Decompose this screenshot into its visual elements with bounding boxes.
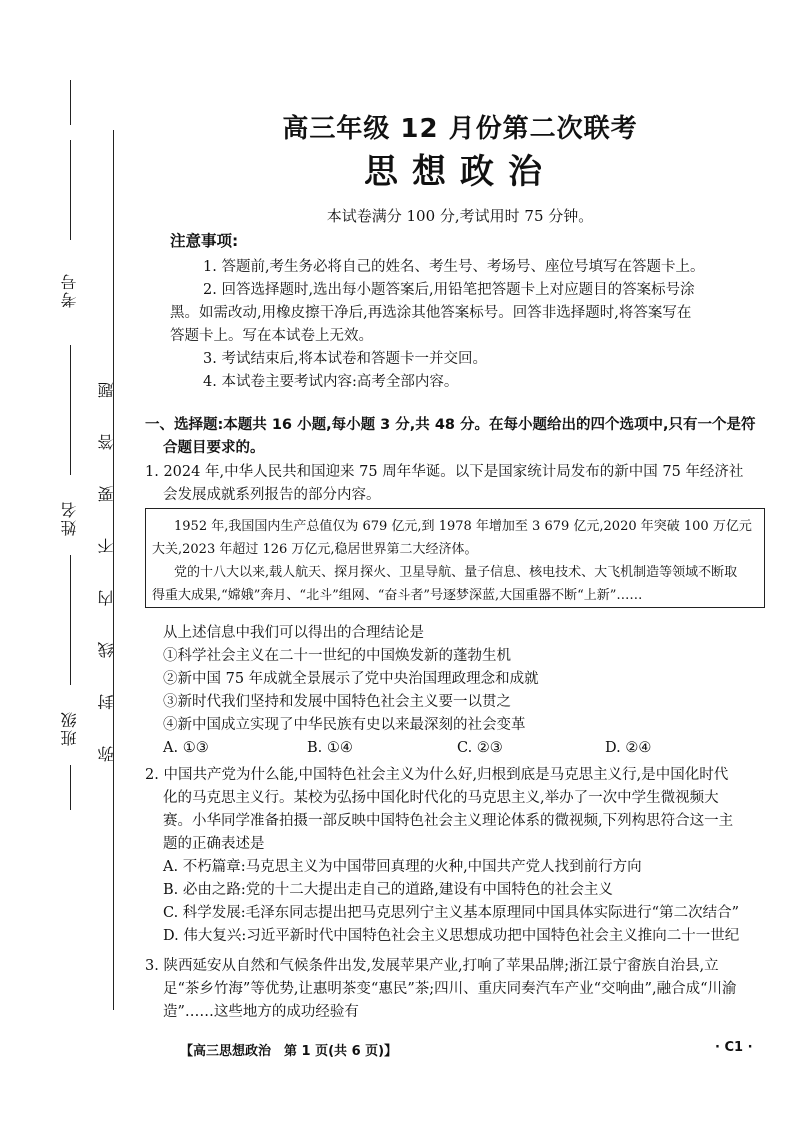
exam-no-label: 考号 [60,272,79,308]
q3-stem: 造”……这些地方的成功经验有 [163,1004,359,1020]
q1-material-box [145,508,765,608]
section-heading: 一、选择题:本题共 16 小题,每小题 3 分,共 48 分。在每小题给出的四个选项中,只有一个是符 [145,417,756,433]
page-footer: 【高三思想政治 第 1 页(共 6 页)】 [180,1044,398,1059]
notes-line: 2. 回答选择题时,选出每小题答案后,用铅笔把答题卡上对应题目的答案标号涂 [203,282,695,298]
box-line: 党的十八大以来,载人航天、探月探火、卫星导航、量子信息、核电技术、大飞机制造等领域不断取 [174,565,738,580]
seal-char: 不 [97,536,116,554]
binding-line [70,140,71,240]
exam-info: 本试卷满分 100 分,考试用时 75 分钟。 [326,207,594,225]
section-heading-cont: 合题目要求的。 [163,440,265,456]
q1-stem: 1. 2024 年,中华人民共和国迎来 75 周年华诞。以下是国家统计局发布的新中国 75 年经济社 [145,464,744,480]
q1-option-a: A. ①③ [163,740,209,756]
q1-item: ③新时代我们坚持和发展中国特色社会主义要一以贯之 [163,694,511,710]
notes-line: 1. 答题前,考生务必将自己的姓名、考生号、考场号、座位号填写在答题卡上。 [203,259,705,275]
class-label: 班级 [60,710,79,746]
q1-option-c: C. ②③ [457,740,503,756]
box-line: 大关,2023 年超过 126 万亿元,稳居世界第二大经济体。 [152,542,478,557]
paper-code: · C1 · [715,1040,753,1055]
q3-stem: 足“茶乡竹海”等优势,让惠明茶变“惠民”茶;四川、重庆同奏汽车产业“交响曲”,融合成“川渝 [163,981,737,997]
seal-line [113,130,114,1010]
binding-line [70,765,71,810]
binding-line [70,555,71,685]
q1-item: ①科学社会主义在二十一世纪的中国焕发新的蓬勃生机 [163,648,511,664]
box-line: 1952 年,我国国内生产总值仅为 679 亿元,到 1978 年增加至 3 679 亿元,2020 年突破 100 万亿元 [174,519,752,534]
seal-char: 封 [97,692,116,710]
subject-title: 思想政治 [364,152,556,192]
seal-char: 内 [97,588,116,606]
q1-option-d: D. ②④ [605,740,652,756]
q2-option-c: C. 科学发展:毛泽东同志提出把马克思列宁主义基本原理同中国具体实际进行“第二次结合” [163,905,740,921]
q2-stem: 化的马克思主义行。某校为弘扬中国化时代化的马克思主义,举办了一次中学生微视频大 [163,790,719,806]
box-line: 得重大成果,“嫦娥”奔月、“北斗”组网、“奋斗者”号逐梦深蓝,大国重器不断“上新”…… [152,588,643,603]
q2-stem: 2. 中国共产党为什么能,中国特色社会主义为什么好,归根到底是马克思主义行,是中国化时代 [145,767,729,783]
exam-title: 高三年级 12 月份第二次联考 [282,114,638,144]
seal-char: 要 [97,484,116,502]
q1-item: ②新中国 75 年成就全景展示了党中央治国理政理念和成就 [163,671,539,687]
seal-char: 弥 [97,744,116,762]
q3-stem: 3. 陕西延安从自然和气候条件出发,发展苹果产业,打响了苹果品牌;浙江景宁畲族自治县,立 [145,958,719,974]
q2-option-d: D. 伟大复兴:习近平新时代中国特色社会主义思想成功把中国特色社会主义推向二十一世纪 [163,928,740,944]
seal-char: 答 [97,432,116,450]
q2-option-b: B. 必由之路:党的十二大提出走自己的道路,建设有中国特色的社会主义 [163,882,613,898]
name-label: 姓名 [60,500,79,536]
binding-line [70,80,71,125]
notes-line: 4. 本试卷主要考试内容:高考全部内容。 [203,374,459,390]
q2-stem: 题的正确表述是 [163,836,265,852]
q1-stem: 会发展成就系列报告的部分内容。 [163,487,381,503]
seal-char: 线 [97,640,116,658]
binding-line [70,345,71,475]
notes-line: 3. 考试结束后,将本试卷和答题卡一并交回。 [203,351,488,367]
q2-stem: 赛。小华同学准备拍摄一部反映中国特色社会主义理论体系的微视频,下列构思符合这一主 [163,813,734,829]
seal-char: 题 [97,380,116,398]
notes-heading: 注意事项: [170,232,239,250]
q1-question: 从上述信息中我们可以得出的合理结论是 [163,625,424,641]
notes-line: 答题卡上。写在本试卷上无效。 [170,328,373,344]
notes-line: 黑。如需改动,用橡皮擦干净后,再选涂其他答案标号。回答非选择题时,将答案写在 [170,305,692,321]
q1-option-b: B. ①④ [307,740,353,756]
q2-option-a: A. 不朽篇章:马克思主义为中国带回真理的火种,中国共产党人找到前行方向 [163,859,642,875]
q1-item: ④新中国成立实现了中华民族有史以来最深刻的社会变革 [163,717,526,733]
binding-margin [0,0,125,1132]
